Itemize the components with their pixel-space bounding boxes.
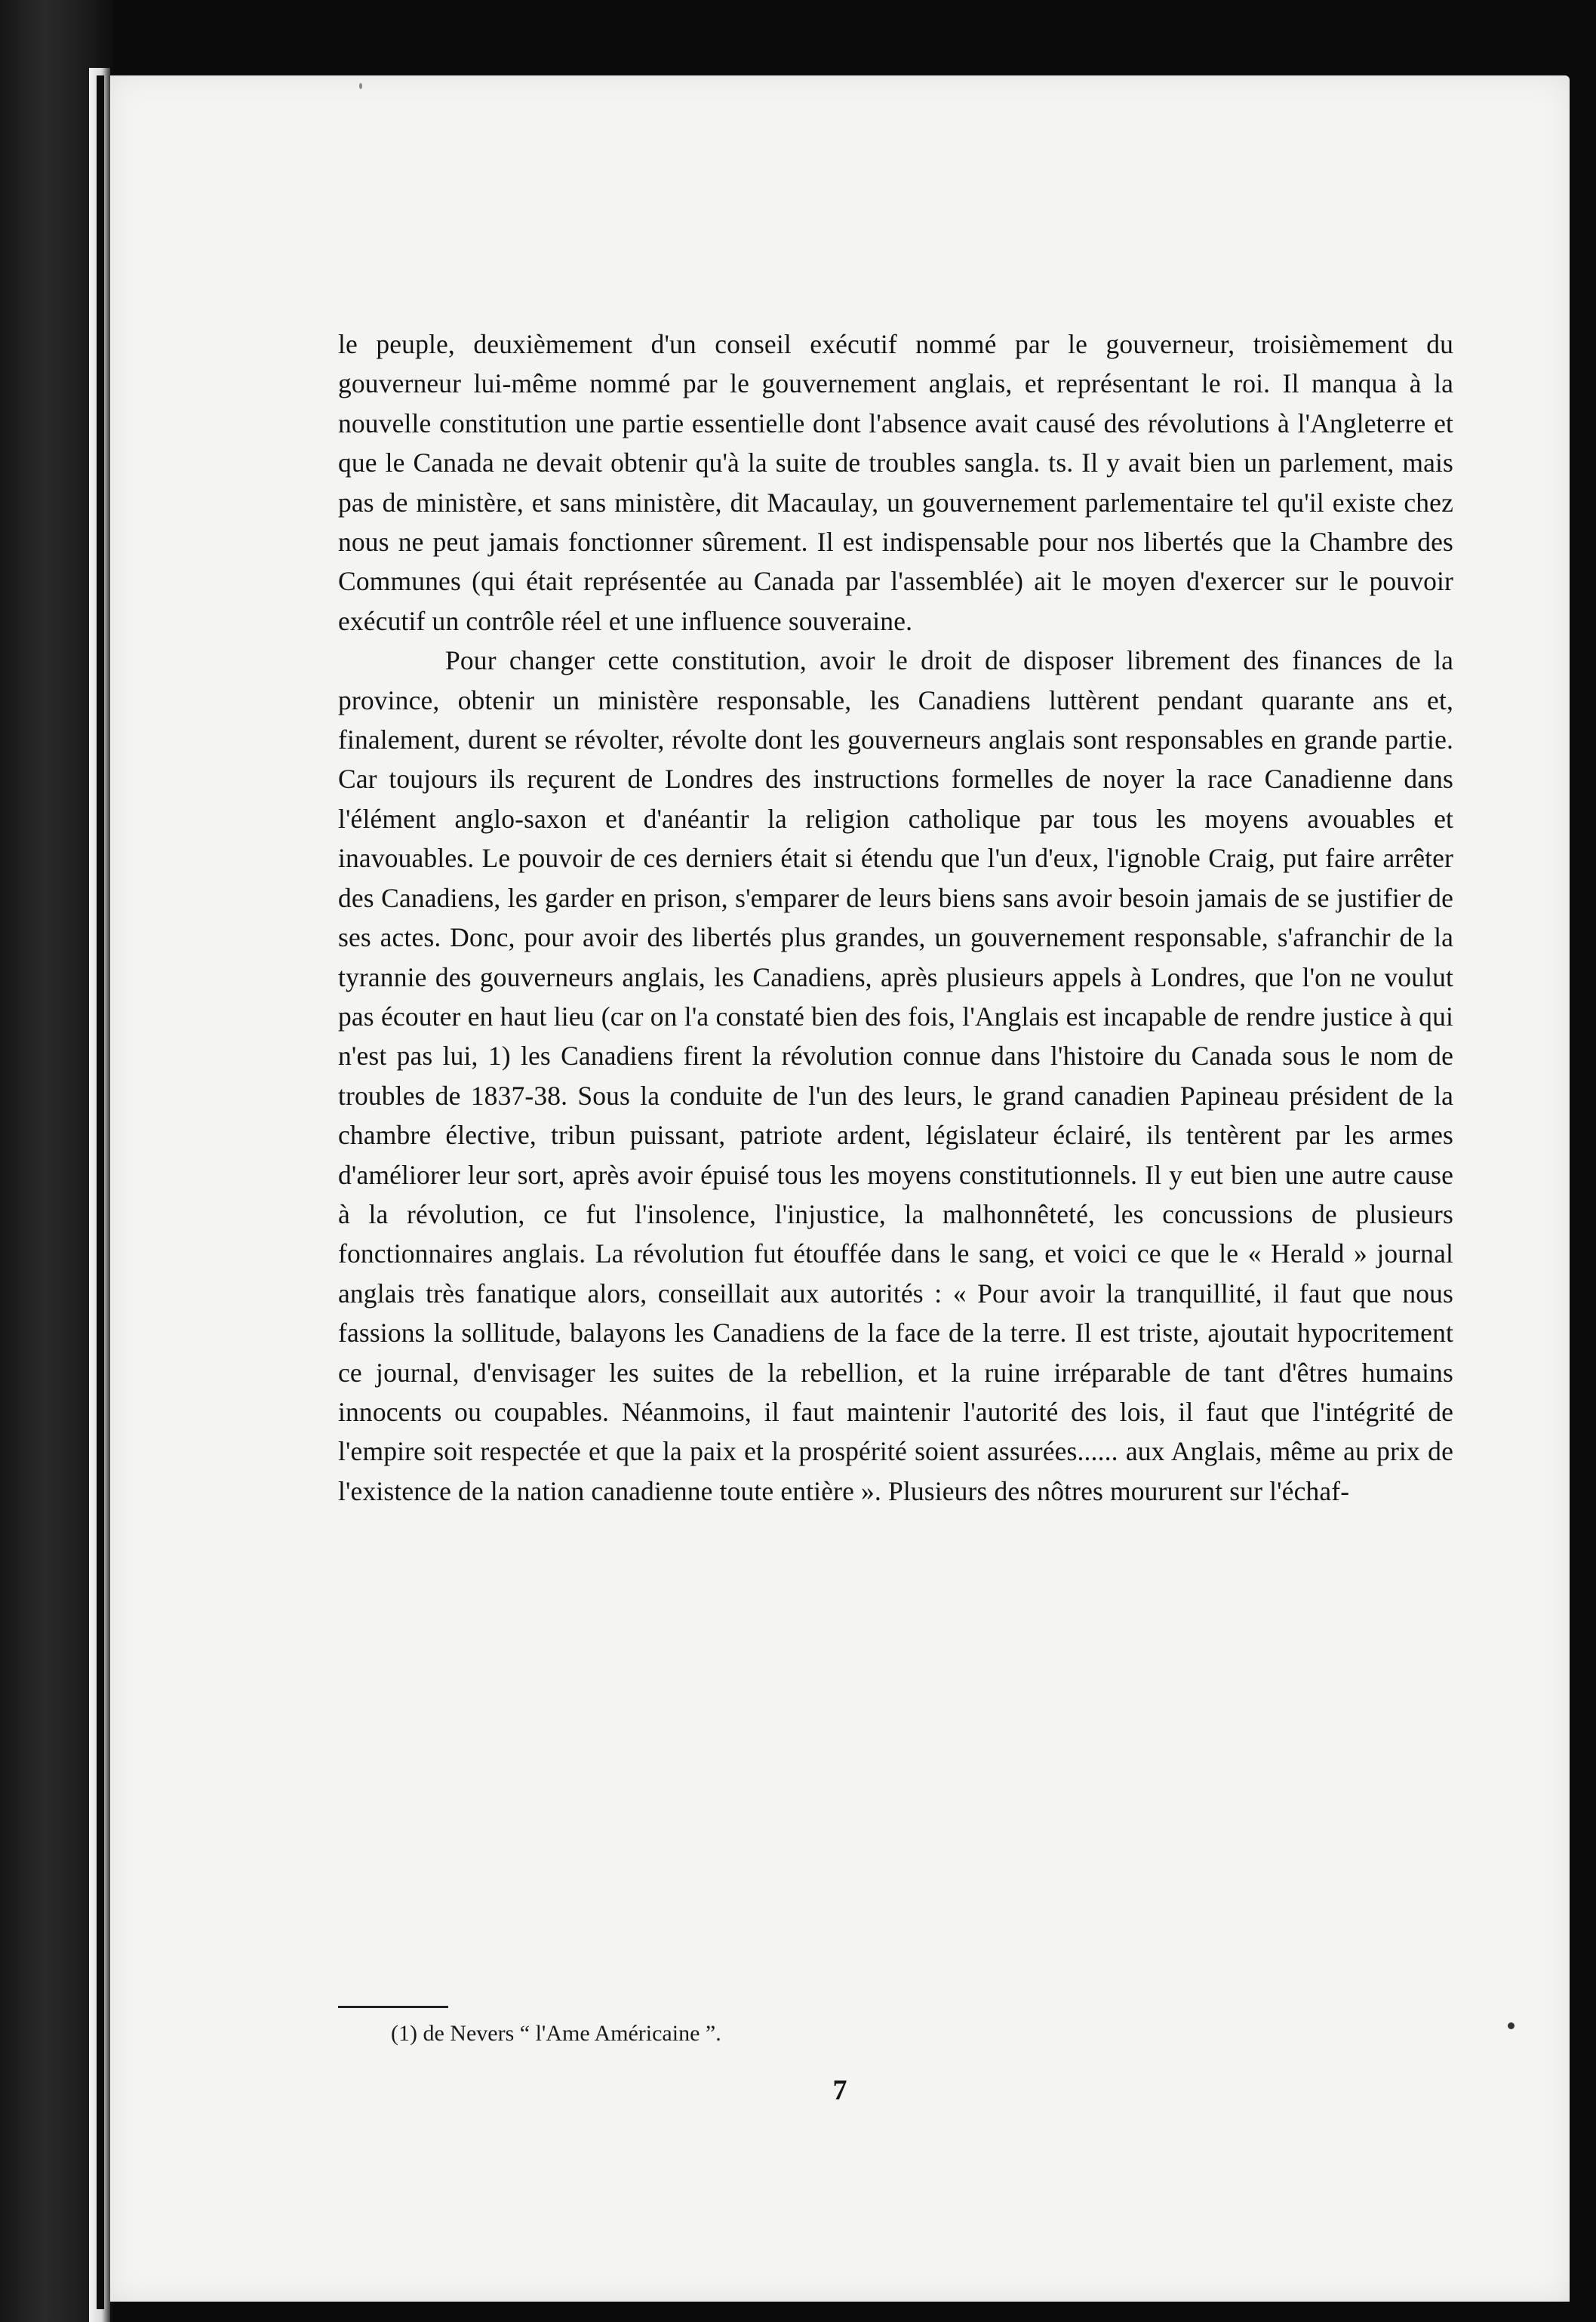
footnote: (1) de Nevers “ l'Ame Américaine ”. — [391, 2021, 721, 2046]
paper-speck — [1508, 2022, 1515, 2029]
binding-strip — [97, 75, 104, 2309]
book-page — [110, 75, 1570, 2302]
body-text — [338, 324, 1453, 1511]
paragraph: le peuple, deuxièmement d'un conseil exécutif nommé par le gouverneur, troisièmement du gouverneur lui-même nommé par le gouvernement anglais, et représentant le roi. Il manqua à la nouvelle constitution une partie essentielle dont l'absence avait causé des révolutions à l'Angleterre et que le Canada ne devait obtenir qu'à la suite de troubles sangla. ts. Il y avait bien un parlement, mais pas de ministère, et sans ministère, dit Macaulay, un gouvernement parlementaire tel qu'il existe chez nous ne peut jamais fonctionner sûrement. Il est indispensable pour nos libertés que la Chambre des Communes (qui était représentée au Canada par l'assemblée) ait le moyen d'exercer sur le pouvoir exécutif un contrôle réel et une influence souveraine. — [338, 329, 1453, 636]
paragraph: Pour changer cette constitution, avoir le droit de disposer librement des finances de la province, obtenir un ministère responsable, les Canadiens luttèrent pendant quarante ans et, finalement, durent se révolter, révolte dont les gouverneurs anglais sont responsables en grande partie. Car toujours ils reçurent de Londres des instructions formelles de noyer la race Canadienne dans l'élément anglo-saxon et d'anéantir la religion catholique par tous les moyens avouables et inavouables. Le pouvoir de ces derniers était si étendu que l'un d'eux, l'ignoble Craig, put faire arrêter des Canadiens, les garder en prison, s'emparer de leurs biens sans avoir besoin jamais de se justifier de ses actes. Donc, pour avoir des libertés plus grandes, un gouvernement responsable, s'afranchir de la tyrannie des gouverneurs anglais, les Canadiens, après plusieurs appels à Londres, que l'on ne voulut pas écouter en haut lieu (car on l'a constaté bien des fois, l'Anglais est incapable de rendre justice à qui n'est pas lui, 1) les Canadiens firent la révolution connue dans l'histoire du Canada sous le nom de troubles de 1837-38. Sous la conduite de l'un des leurs, le grand canadien Papineau président de la chambre élective, tribun puissant, patriote ardent, législateur éclairé, ils tentèrent par les armes d'améliorer leur sort, après avoir épuisé tous les moyens constitutionnels. Il y eut bien une autre cause à la révolution, ce fut l'insolence, l'injustice, la malhonnêteté, les concussions de plusieurs fonctionnaires anglais. La révolution fut étouffée dans le sang, et voici ce que le « Herald » journal anglais très fanatique alors, conseillait aux autorités : « Pour avoir la tranquillité, il faut que nous fassions la sollitude, balayons les Canadiens de la face de la terre. Il est triste, ajoutait hypocritement ce journal, d'envisager les suites de la rebellion, et la ruine irréparable de tant d'êtres humains innocents ou coupables. Néanmoins, il faut maintenir l'autorité des lois, il faut que l'intégrité de l'empire soit respectée et que la paix et la prospérité soient assurées...... aux Anglais, même au prix de l'existence de la nation canadienne toute entière ». Plusieurs des nôtres moururent sur l'échaf- — [338, 645, 1453, 1506]
page-number: 7 — [832, 2074, 847, 2106]
footnote-rule — [338, 2006, 448, 2008]
paper-speck — [359, 83, 362, 89]
